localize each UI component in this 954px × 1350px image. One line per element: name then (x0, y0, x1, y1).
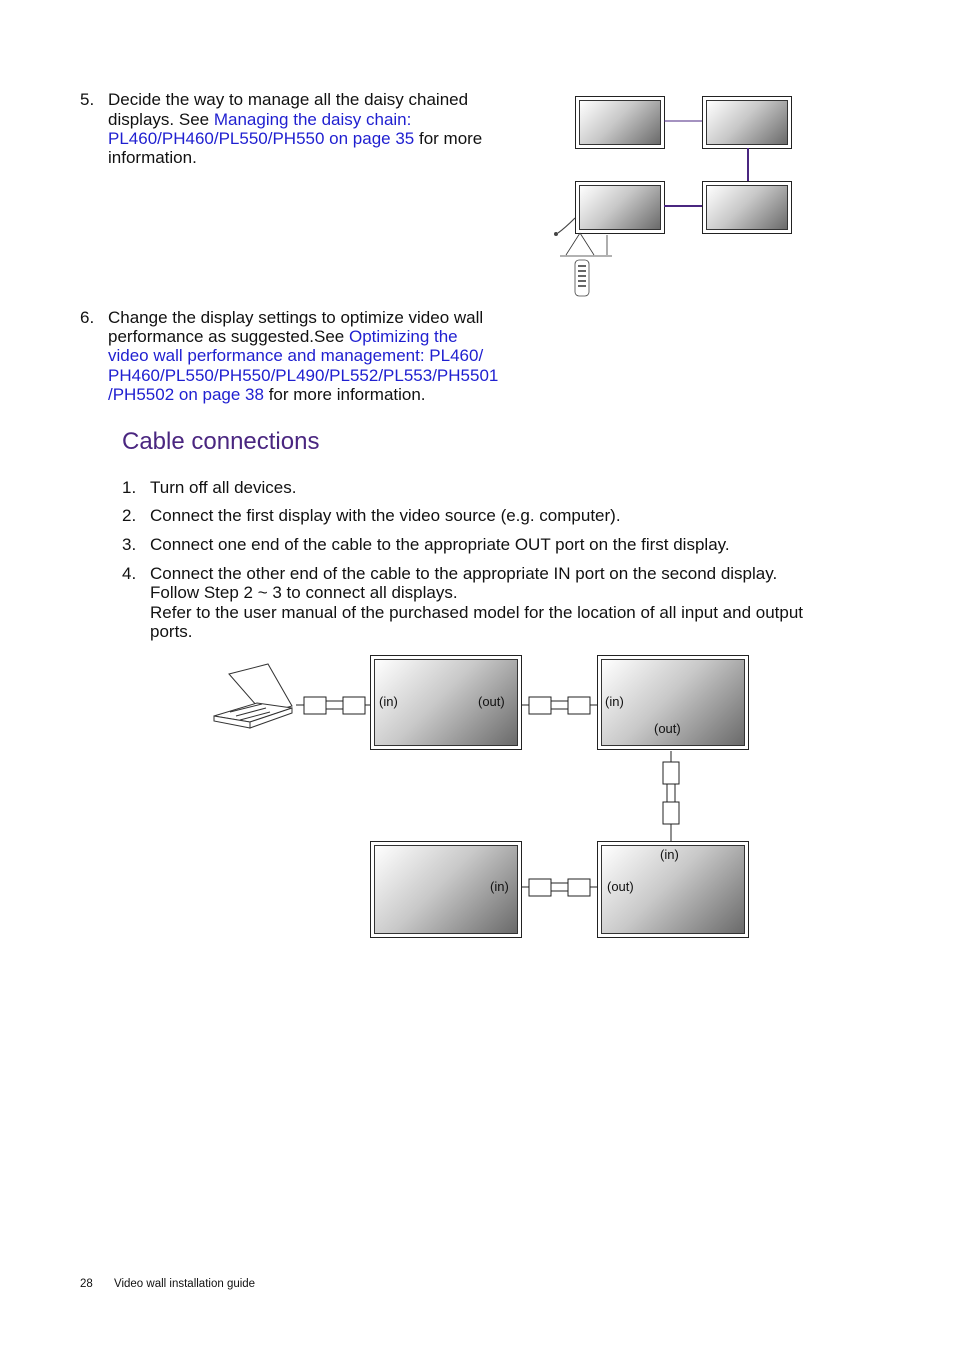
step-number: 5. (80, 90, 95, 109)
link-optimizing-video-wall[interactable]: video wall performance and management: PL460/ (108, 346, 484, 365)
display-1-out-label: (out) (478, 694, 505, 709)
link-optimizing-video-wall[interactable]: /PH5502 on page 38 (108, 385, 264, 404)
step-text: Turn off all devices. (150, 478, 297, 497)
step-text: ports. (150, 622, 193, 641)
footer-title: Video wall installation guide (114, 1278, 256, 1290)
step-text: Follow Step 2 ~ 3 to connect all displays. (150, 583, 458, 602)
link-optimizing-video-wall[interactable]: PH460/PL550/PH550/PL490/PL552/PL553/PH5501 (108, 366, 499, 385)
step-number: 6. (80, 308, 95, 327)
step-text-suffix: for more information. (263, 385, 426, 404)
step-text: Connect one end of the cable to the appropriate OUT port on the first display. (150, 535, 730, 554)
step-text-prefix: performance as suggested.See (108, 327, 349, 346)
display-1-in-label: (in) (379, 694, 398, 709)
step-text: Refer to the user manual of the purchased model for the location of all input and output (150, 603, 804, 622)
step-number: 2. (122, 506, 137, 525)
display-3-in-label: (in) (490, 879, 509, 894)
display-2-in-label: (in) (605, 694, 624, 709)
step-text: Connect the first display with the video source (e.g. computer). (150, 506, 621, 525)
display-4-in-label: (in) (660, 847, 679, 862)
step-text: information. (108, 148, 197, 167)
step-number: 4. (122, 564, 137, 583)
step-text-prefix: displays. See (108, 110, 214, 129)
step-number: 3. (122, 535, 137, 554)
step-number: 1. (122, 478, 137, 497)
step-text: Decide the way to manage all the daisy chained (108, 90, 469, 109)
link-managing-daisy-chain[interactable]: PL460/PH460/PL550/PH550 on page 35 (108, 129, 415, 148)
page-number: 28 (80, 1278, 93, 1290)
step-text: Connect the other end of the cable to the appropriate IN port on the second display. (150, 564, 778, 583)
link-optimizing-video-wall[interactable]: Optimizing the (348, 327, 458, 346)
display-4-out-label: (out) (607, 879, 634, 894)
step-text-suffix: for more (414, 129, 483, 148)
section-title: Cable connections (122, 428, 320, 455)
step-text: Change the display settings to optimize video wall (108, 308, 484, 327)
link-managing-daisy-chain[interactable]: Managing the daisy chain: (213, 110, 412, 129)
display-2-out-label: (out) (654, 721, 681, 736)
